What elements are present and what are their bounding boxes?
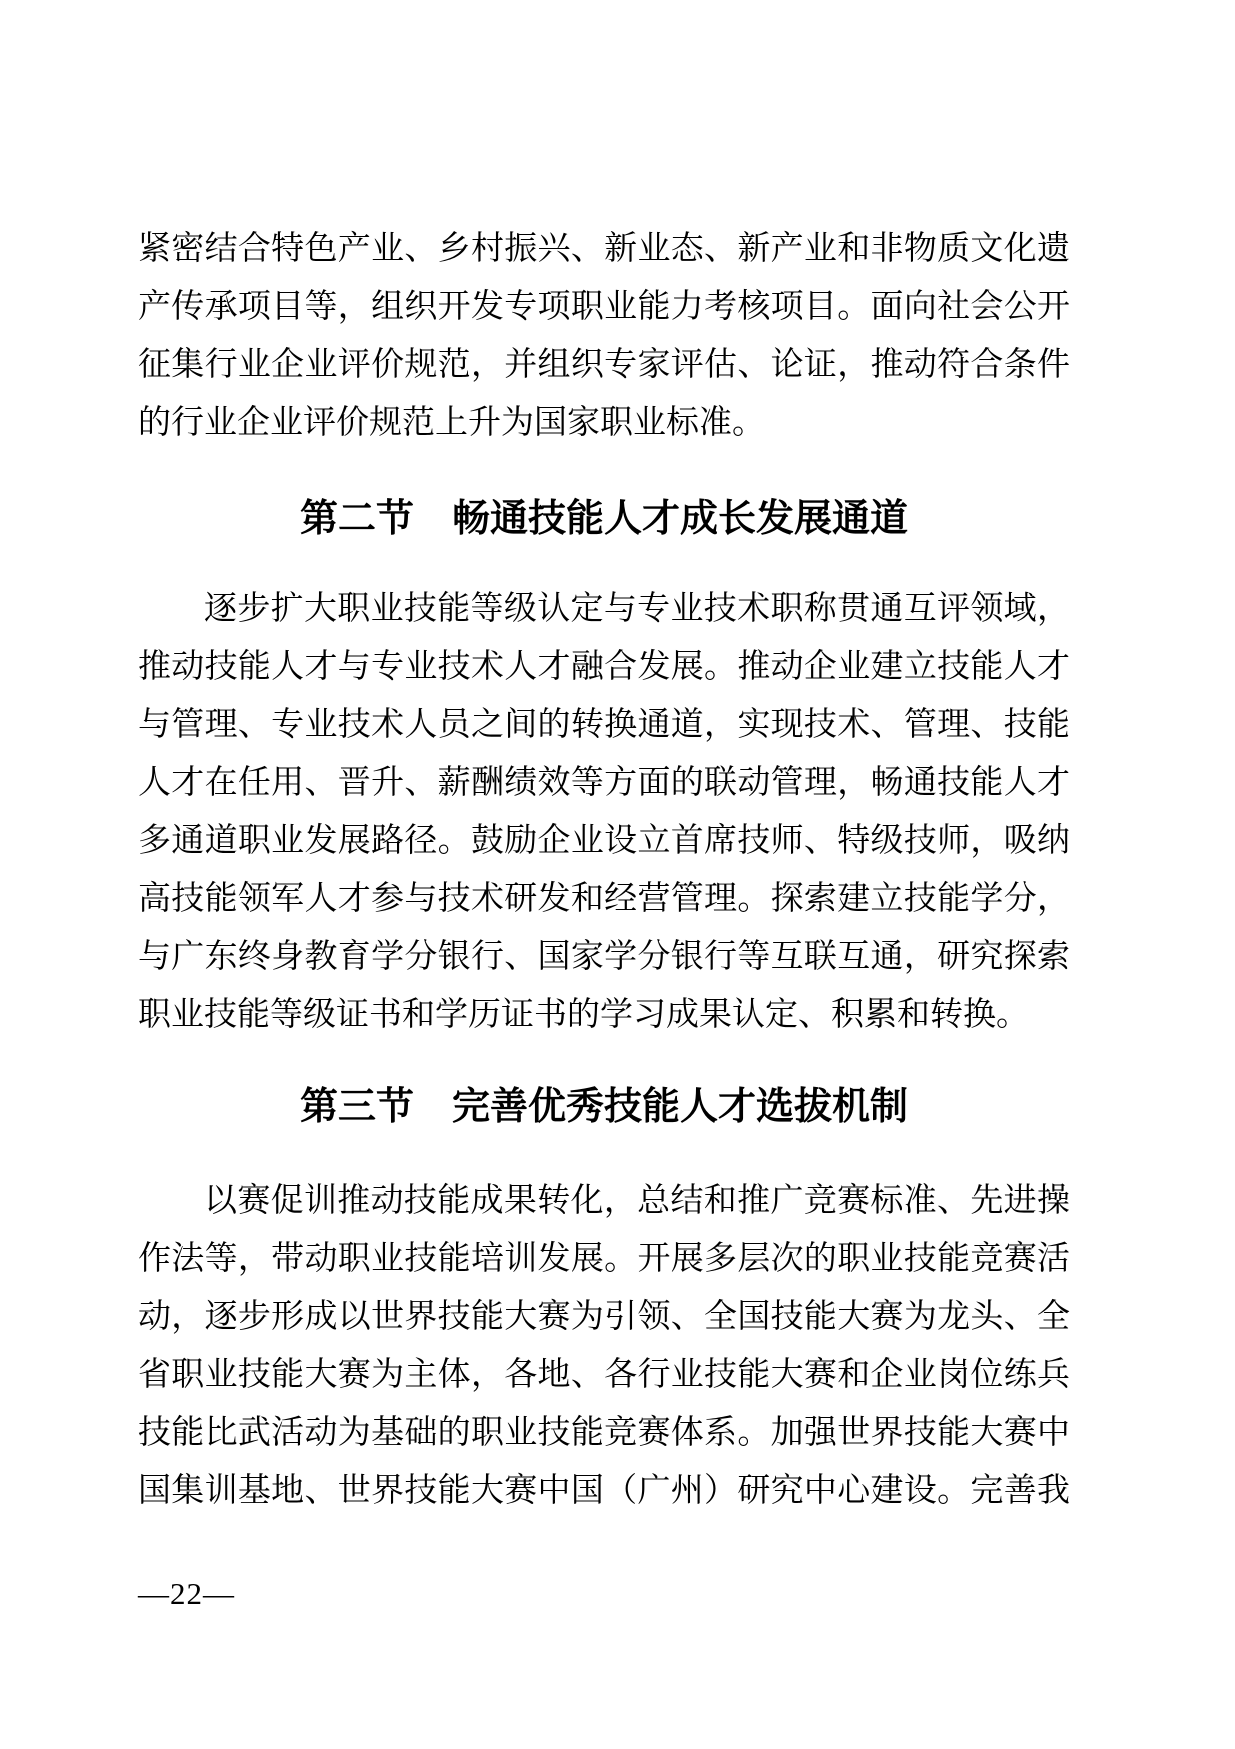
text-line: 产传承项目等，组织开发专项职业能力考核项目。面向社会公开 (138, 289, 1070, 325)
page-number: —22— (138, 1576, 235, 1611)
text-line: 高技能领军人才参与技术研发和经营管理。探索建立技能学分， (138, 881, 1070, 917)
section-heading-3: 第三节 完善优秀技能人才选拔机制 (299, 1086, 908, 1128)
text-line: 紧密结合特色产业、乡村振兴、新业态、新产业和非物质文化遗 (138, 231, 1070, 267)
paragraph-3 (138, 1172, 1070, 1520)
text-line: 技能比武活动为基础的职业技能竞赛体系。加强世界技能大赛中 (138, 1415, 1070, 1451)
text-line: 人才在任用、晋升、薪酬绩效等方面的联动管理，畅通技能人才 (138, 765, 1070, 801)
paragraph-2 (138, 580, 1070, 1044)
text-line: 征集行业企业评价规范，并组织专家评估、论证，推动符合条件 (138, 347, 1070, 383)
text-line: 作法等，带动职业技能培训发展。开展多层次的职业技能竞赛活 (138, 1241, 1070, 1277)
text-line: 推动技能人才与专业技术人才融合发展。推动企业建立技能人才 (138, 649, 1070, 685)
text-line: 以赛促训推动技能成果转化，总结和推广竞赛标准、先进操 (204, 1183, 1070, 1219)
text-line: 与广东终身教育学分银行、国家学分银行等互联互通，研究探索 (138, 939, 1070, 975)
text-line: 国集训基地、世界技能大赛中国（广州）研究中心建设。完善我 (138, 1473, 1070, 1509)
text-line: 逐步扩大职业技能等级认定与专业技术职称贯通互评领域， (204, 591, 1070, 627)
section-heading-2: 第二节 畅通技能人才成长发展通道 (299, 498, 908, 540)
text-line: 与管理、专业技术人员之间的转换通道，实现技术、管理、技能 (138, 707, 1070, 743)
text-block (138, 0, 1070, 1520)
text-line: 省职业技能大赛为主体，各地、各行业技能大赛和企业岗位练兵 (138, 1357, 1070, 1393)
paragraph-1 (138, 220, 1070, 452)
text-line: 动，逐步形成以世界技能大赛为引领、全国技能大赛为龙头、全 (138, 1299, 1070, 1335)
text-line: 的行业企业评价规范上升为国家职业标准。 (138, 405, 765, 441)
text-line: 多通道职业发展路径。鼓励企业设立首席技师、特级技师，吸纳 (138, 823, 1070, 859)
text-line: 职业技能等级证书和学历证书的学习成果认定、积累和转换。 (138, 997, 1029, 1033)
